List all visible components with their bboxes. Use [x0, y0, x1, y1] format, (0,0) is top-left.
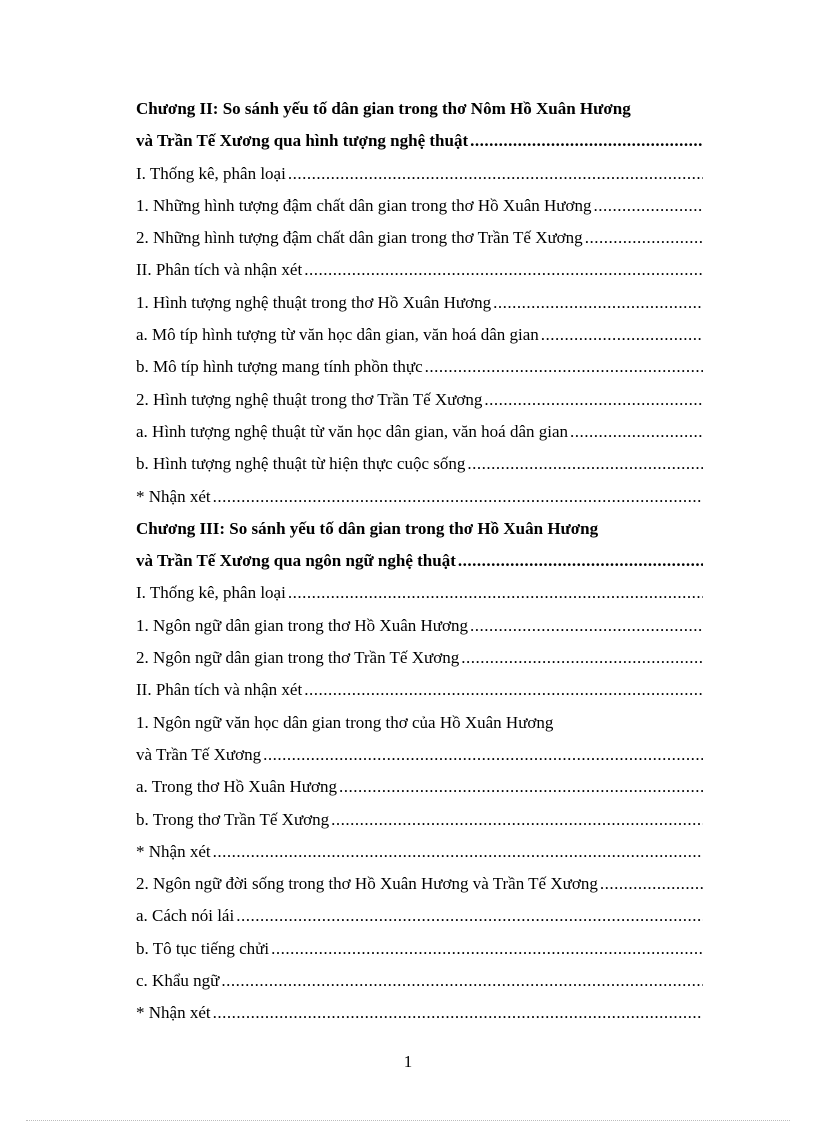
toc-entry-text: * Nhận xét — [136, 486, 211, 506]
toc-entry — [136, 739, 703, 771]
toc-entry-text: a. Cách nói lái — [136, 906, 235, 926]
toc-entry-text: 2. Những hình tượng đậm chất dân gian trong thơ Trần Tế Xương — [136, 228, 583, 248]
toc-entry — [136, 481, 703, 513]
toc-entry — [136, 610, 703, 642]
toc-entry — [136, 900, 703, 932]
toc-entry-text: a. Hình tượng nghệ thuật từ văn học dân gian, văn hoá dân gian — [136, 421, 569, 441]
toc-entry — [136, 965, 703, 997]
toc-entry-text: b. Trong thơ Trần Tế Xương — [136, 809, 330, 829]
toc-leader-dots — [458, 545, 703, 577]
toc-leader-dots — [484, 384, 703, 416]
toc-entry — [136, 416, 703, 448]
toc-entry-text: 2. Hình tượng nghệ thuật trong thơ Trần Tế Xương — [136, 389, 483, 409]
page-number: 1 — [403, 1052, 413, 1071]
toc-leader-dots — [570, 416, 703, 448]
toc-leader-dots — [541, 319, 703, 351]
toc-chapter-heading — [136, 513, 703, 545]
toc-entry-text: * Nhận xét — [136, 841, 211, 861]
toc-entry — [136, 707, 703, 739]
toc-entry — [136, 384, 703, 416]
toc-leader-dots — [221, 965, 703, 997]
toc-entry — [136, 997, 703, 1029]
toc-leader-dots — [593, 190, 703, 222]
toc-entry-text: a. Trong thơ Hồ Xuân Hương — [136, 777, 337, 797]
toc-entry-text: 1. Ngôn ngữ dân gian trong thơ Hồ Xuân Hương — [136, 615, 468, 635]
toc-leader-dots — [493, 287, 703, 319]
toc-entry-text: 1. Những hình tượng đậm chất dân gian trong thơ Hồ Xuân Hương — [136, 195, 592, 215]
toc-entry — [136, 222, 703, 254]
toc-entry — [136, 804, 703, 836]
toc-entry — [136, 158, 703, 190]
toc-entry-text: 2. Ngôn ngữ dân gian trong thơ Trần Tế Xương — [136, 648, 460, 668]
toc-entry — [136, 933, 703, 965]
toc-entry — [136, 836, 703, 868]
table-of-contents — [136, 93, 703, 1030]
toc-entry-text: * Nhận xét — [136, 1003, 211, 1023]
toc-entry-text: Chương II: So sánh yếu tố dân gian trong thơ Nôm Hồ Xuân Hương — [136, 99, 631, 118]
toc-entry — [136, 287, 703, 319]
toc-entry — [136, 577, 703, 609]
toc-entry-text: II. Phân tích và nhận xét — [136, 260, 303, 280]
toc-leader-dots — [213, 481, 703, 513]
toc-entry — [136, 351, 703, 383]
toc-entry-text: và Trần Tế Xương qua hình tượng nghệ thuật — [136, 131, 469, 151]
toc-leader-dots — [461, 642, 703, 674]
toc-entry-text: I. Thống kê, phân loại — [136, 163, 286, 183]
toc-leader-dots — [470, 610, 703, 642]
toc-leader-dots — [263, 739, 703, 771]
toc-leader-dots — [470, 125, 703, 157]
toc-entry — [136, 771, 703, 803]
toc-leader-dots — [585, 222, 703, 254]
toc-entry-text: c. Khẩu ngữ — [136, 971, 220, 991]
toc-entry-text: I. Thống kê, phân loại — [136, 583, 286, 603]
toc-entry-text: và Trần Tế Xương — [136, 744, 262, 764]
toc-entry-text: II. Phân tích và nhận xét — [136, 680, 303, 700]
toc-chapter-heading — [136, 545, 703, 577]
toc-leader-dots — [271, 933, 703, 965]
toc-leader-dots — [236, 900, 703, 932]
toc-entry — [136, 254, 703, 286]
toc-entry — [136, 674, 703, 706]
toc-entry-text: Chương III: So sánh yếu tố dân gian trong thơ Hồ Xuân Hương — [136, 518, 599, 538]
toc-entry-text: 2. Ngôn ngữ đời sống trong thơ Hồ Xuân Hương và Trần Tế Xương — [136, 874, 598, 894]
toc-leader-dots — [425, 351, 703, 383]
toc-entry — [136, 868, 703, 900]
toc-entry-text: và Trần Tế Xương qua ngôn ngữ nghệ thuật — [136, 551, 456, 571]
toc-entry-text: a. Mô típ hình tượng từ văn học dân gian, văn hoá dân gian — [136, 325, 539, 345]
toc-leader-dots — [339, 771, 703, 803]
toc-leader-dots — [288, 577, 703, 609]
toc-entry — [136, 319, 703, 351]
toc-entry — [136, 448, 703, 480]
toc-entry — [136, 642, 703, 674]
page-bottom-border — [26, 1120, 790, 1121]
toc-entry-text: b. Hình tượng nghệ thuật từ hiện thực cuộc sống — [136, 454, 466, 474]
toc-leader-dots — [213, 836, 703, 868]
toc-leader-dots — [467, 448, 703, 480]
toc-leader-dots — [304, 674, 703, 706]
toc-leader-dots — [213, 997, 703, 1029]
toc-entry — [136, 190, 703, 222]
toc-chapter-heading — [136, 125, 703, 157]
toc-entry-text: b. Mô típ hình tượng mang tính phồn thực — [136, 357, 423, 377]
toc-leader-dots — [600, 868, 703, 900]
toc-leader-dots — [288, 158, 703, 190]
toc-entry-text: b. Tô tục tiếng chửi — [136, 938, 270, 958]
toc-entry-text: 1. Hình tượng nghệ thuật trong thơ Hồ Xuân Hương — [136, 292, 492, 312]
toc-entry-text: 1. Ngôn ngữ văn học dân gian trong thơ của Hồ Xuân Hương — [136, 712, 554, 732]
toc-leader-dots — [331, 804, 703, 836]
toc-chapter-heading — [136, 93, 703, 125]
toc-leader-dots — [304, 254, 703, 286]
